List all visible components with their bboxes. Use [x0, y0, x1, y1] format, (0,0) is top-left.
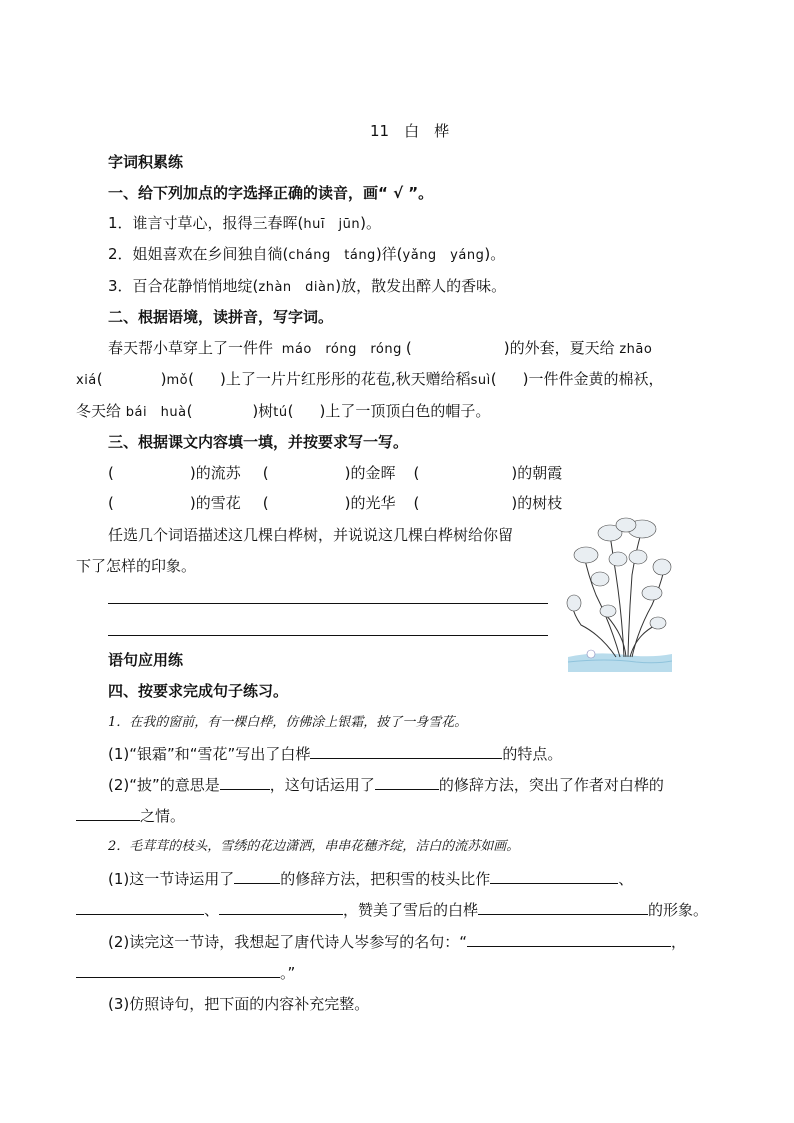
- q4-sentence-1: 1．在我的窗前，有一棵白桦，仿佛涂上银霜，披了一身雪花。: [108, 715, 468, 730]
- pinyin[interactable]: cháng táng: [288, 248, 376, 263]
- answer-blank[interactable]: [467, 932, 671, 947]
- q2-line-3: [76, 401, 490, 423]
- pinyin: bái huà: [125, 405, 187, 420]
- section-heading-sentence-practice: 语句应用练: [108, 651, 184, 669]
- text: 的流苏: [195, 464, 241, 482]
- pinyin: mǒ: [166, 373, 189, 388]
- text: (2)“披”的意思是: [108, 776, 220, 794]
- text: )放，散发出醉人的香味。: [335, 277, 507, 295]
- text: ): [160, 370, 167, 388]
- text: ，赞美了雪后的白桦: [343, 901, 479, 919]
- text: ): [511, 464, 518, 482]
- pinyin: tú: [273, 405, 288, 420]
- text: 的特点。: [502, 745, 563, 763]
- text: ): [344, 494, 351, 512]
- q3-row-1: [108, 463, 562, 483]
- answer-blank[interactable]: [76, 963, 280, 978]
- q4-2-question-2: [108, 932, 686, 952]
- text: )徉(: [375, 245, 403, 263]
- pinyin: xiá: [76, 373, 97, 388]
- q4-2-question-2-cont: [76, 963, 295, 983]
- pinyin: máo róng róng: [281, 342, 402, 357]
- q4-1-question-2-cont: [76, 806, 185, 826]
- answer-blank[interactable]: [76, 806, 140, 821]
- pinyin[interactable]: huī jūn: [303, 217, 361, 232]
- q2-line-2: [76, 369, 663, 391]
- pinyin: suì: [470, 373, 491, 388]
- text: (: [262, 494, 269, 512]
- text: )上了一顶顶白色的帽子。: [319, 402, 491, 420]
- q2-heading: 二、根据语境，读拼音，写字词。: [108, 308, 334, 326]
- text: 冬天给: [76, 402, 126, 420]
- text: (: [405, 339, 412, 357]
- text: (: [188, 370, 194, 388]
- q4-1-question-1: [108, 744, 562, 764]
- text: (: [413, 464, 420, 482]
- text: (: [108, 464, 114, 482]
- q1-item-3: [108, 276, 506, 298]
- answer-blank[interactable]: [310, 744, 502, 759]
- q3-answer-line-2[interactable]: [108, 635, 548, 636]
- answer-blank[interactable]: [76, 900, 204, 915]
- q1-item-1: [108, 213, 381, 235]
- text: ): [189, 464, 196, 482]
- text: 、: [204, 901, 220, 919]
- text: 。”: [280, 964, 296, 982]
- text: 的修辞方法，突出了作者对白桦的: [438, 776, 664, 794]
- answer-blank[interactable]: [234, 869, 280, 884]
- text: )上了一片片红彤彤的花苞,秋天赠给稻: [219, 370, 471, 388]
- section-heading-vocabulary: 字词积累练: [108, 153, 184, 171]
- q3-heading: 三、根据课文内容填一填，并按要求写一写。: [108, 433, 409, 451]
- text: 、: [618, 870, 634, 888]
- q4-1-question-2: [108, 775, 664, 795]
- text: 之情。: [140, 807, 186, 825]
- q2-line-1: [108, 338, 652, 360]
- q3-row-2: [108, 493, 562, 513]
- text: 的金晖: [350, 464, 396, 482]
- q1-item-2: [108, 244, 505, 266]
- text: 的树枝: [517, 494, 563, 512]
- pinyin[interactable]: zhàn diàn: [258, 280, 336, 295]
- text: ，: [671, 933, 687, 951]
- text: ): [511, 494, 518, 512]
- text: 2．姐姐喜欢在乡间独自徜(: [108, 245, 289, 263]
- text: (: [108, 494, 114, 512]
- answer-blank[interactable]: [490, 869, 618, 884]
- text: 春天帮小草穿上了一件件: [108, 339, 278, 357]
- text: (: [287, 402, 294, 420]
- q4-2-question-3: (3)仿照诗句，把下面的内容补充完整。: [108, 995, 370, 1013]
- q3-answer-line-1[interactable]: [108, 603, 548, 604]
- pinyin[interactable]: yǎng yáng: [402, 248, 485, 263]
- q1-heading: 一、给下列加点的字选择正确的读音，画“ √ ”。: [108, 184, 434, 202]
- text: (1)“银霜”和“雪花”写出了白桦: [108, 745, 311, 763]
- answer-blank[interactable]: [219, 900, 343, 915]
- text: (2)读完这一节诗，我想起了唐代诗人岑参写的名句：“: [108, 933, 468, 951]
- text: 的光华: [350, 494, 396, 512]
- q4-heading: 四、按要求完成句子练习。: [108, 682, 289, 700]
- answer-blank[interactable]: [220, 775, 270, 790]
- text: )。: [360, 214, 381, 232]
- text: (: [413, 494, 420, 512]
- q3-prompt-line-2: 下了怎样的印象。: [76, 557, 197, 575]
- text: 的雪花: [195, 494, 241, 512]
- answer-blank[interactable]: [375, 775, 439, 790]
- text: 1．谁言寸草心，报得三春晖(: [108, 214, 304, 232]
- text: 的形象。: [648, 901, 709, 919]
- text: ): [344, 464, 351, 482]
- birch-tree-illustration: [566, 515, 672, 672]
- pinyin: zhāo: [619, 342, 653, 357]
- text: )的外套，夏天给: [503, 339, 620, 357]
- text: (1)这一节诗运用了: [108, 870, 235, 888]
- text: (: [186, 402, 193, 420]
- text: )一件件金黄的棉袄，: [522, 370, 664, 388]
- page-title: 11 白 桦: [370, 122, 450, 140]
- q3-prompt-line-1: 任选几个词语描述这几棵白桦树，并说说这几棵白桦树给你留: [108, 526, 514, 544]
- text: (: [490, 370, 497, 388]
- text: (: [96, 370, 103, 388]
- text: 的修辞方法，把积雪的枝头比作: [280, 870, 491, 888]
- text: )树: [252, 402, 274, 420]
- text: 的朝霞: [517, 464, 563, 482]
- q4-sentence-2: 2．毛茸茸的枝头，雪绣的花边潇洒，串串花穗齐绽，洁白的流苏如画。: [108, 839, 520, 854]
- answer-blank[interactable]: [478, 900, 648, 915]
- text: (: [262, 464, 269, 482]
- text: 3．百合花静悄悄地绽(: [108, 277, 259, 295]
- text: ，这句话运用了: [269, 776, 375, 794]
- q4-2-question-1: [108, 869, 633, 889]
- text: ): [189, 494, 196, 512]
- text: )。: [484, 245, 506, 263]
- q4-2-question-1-cont: [76, 900, 708, 920]
